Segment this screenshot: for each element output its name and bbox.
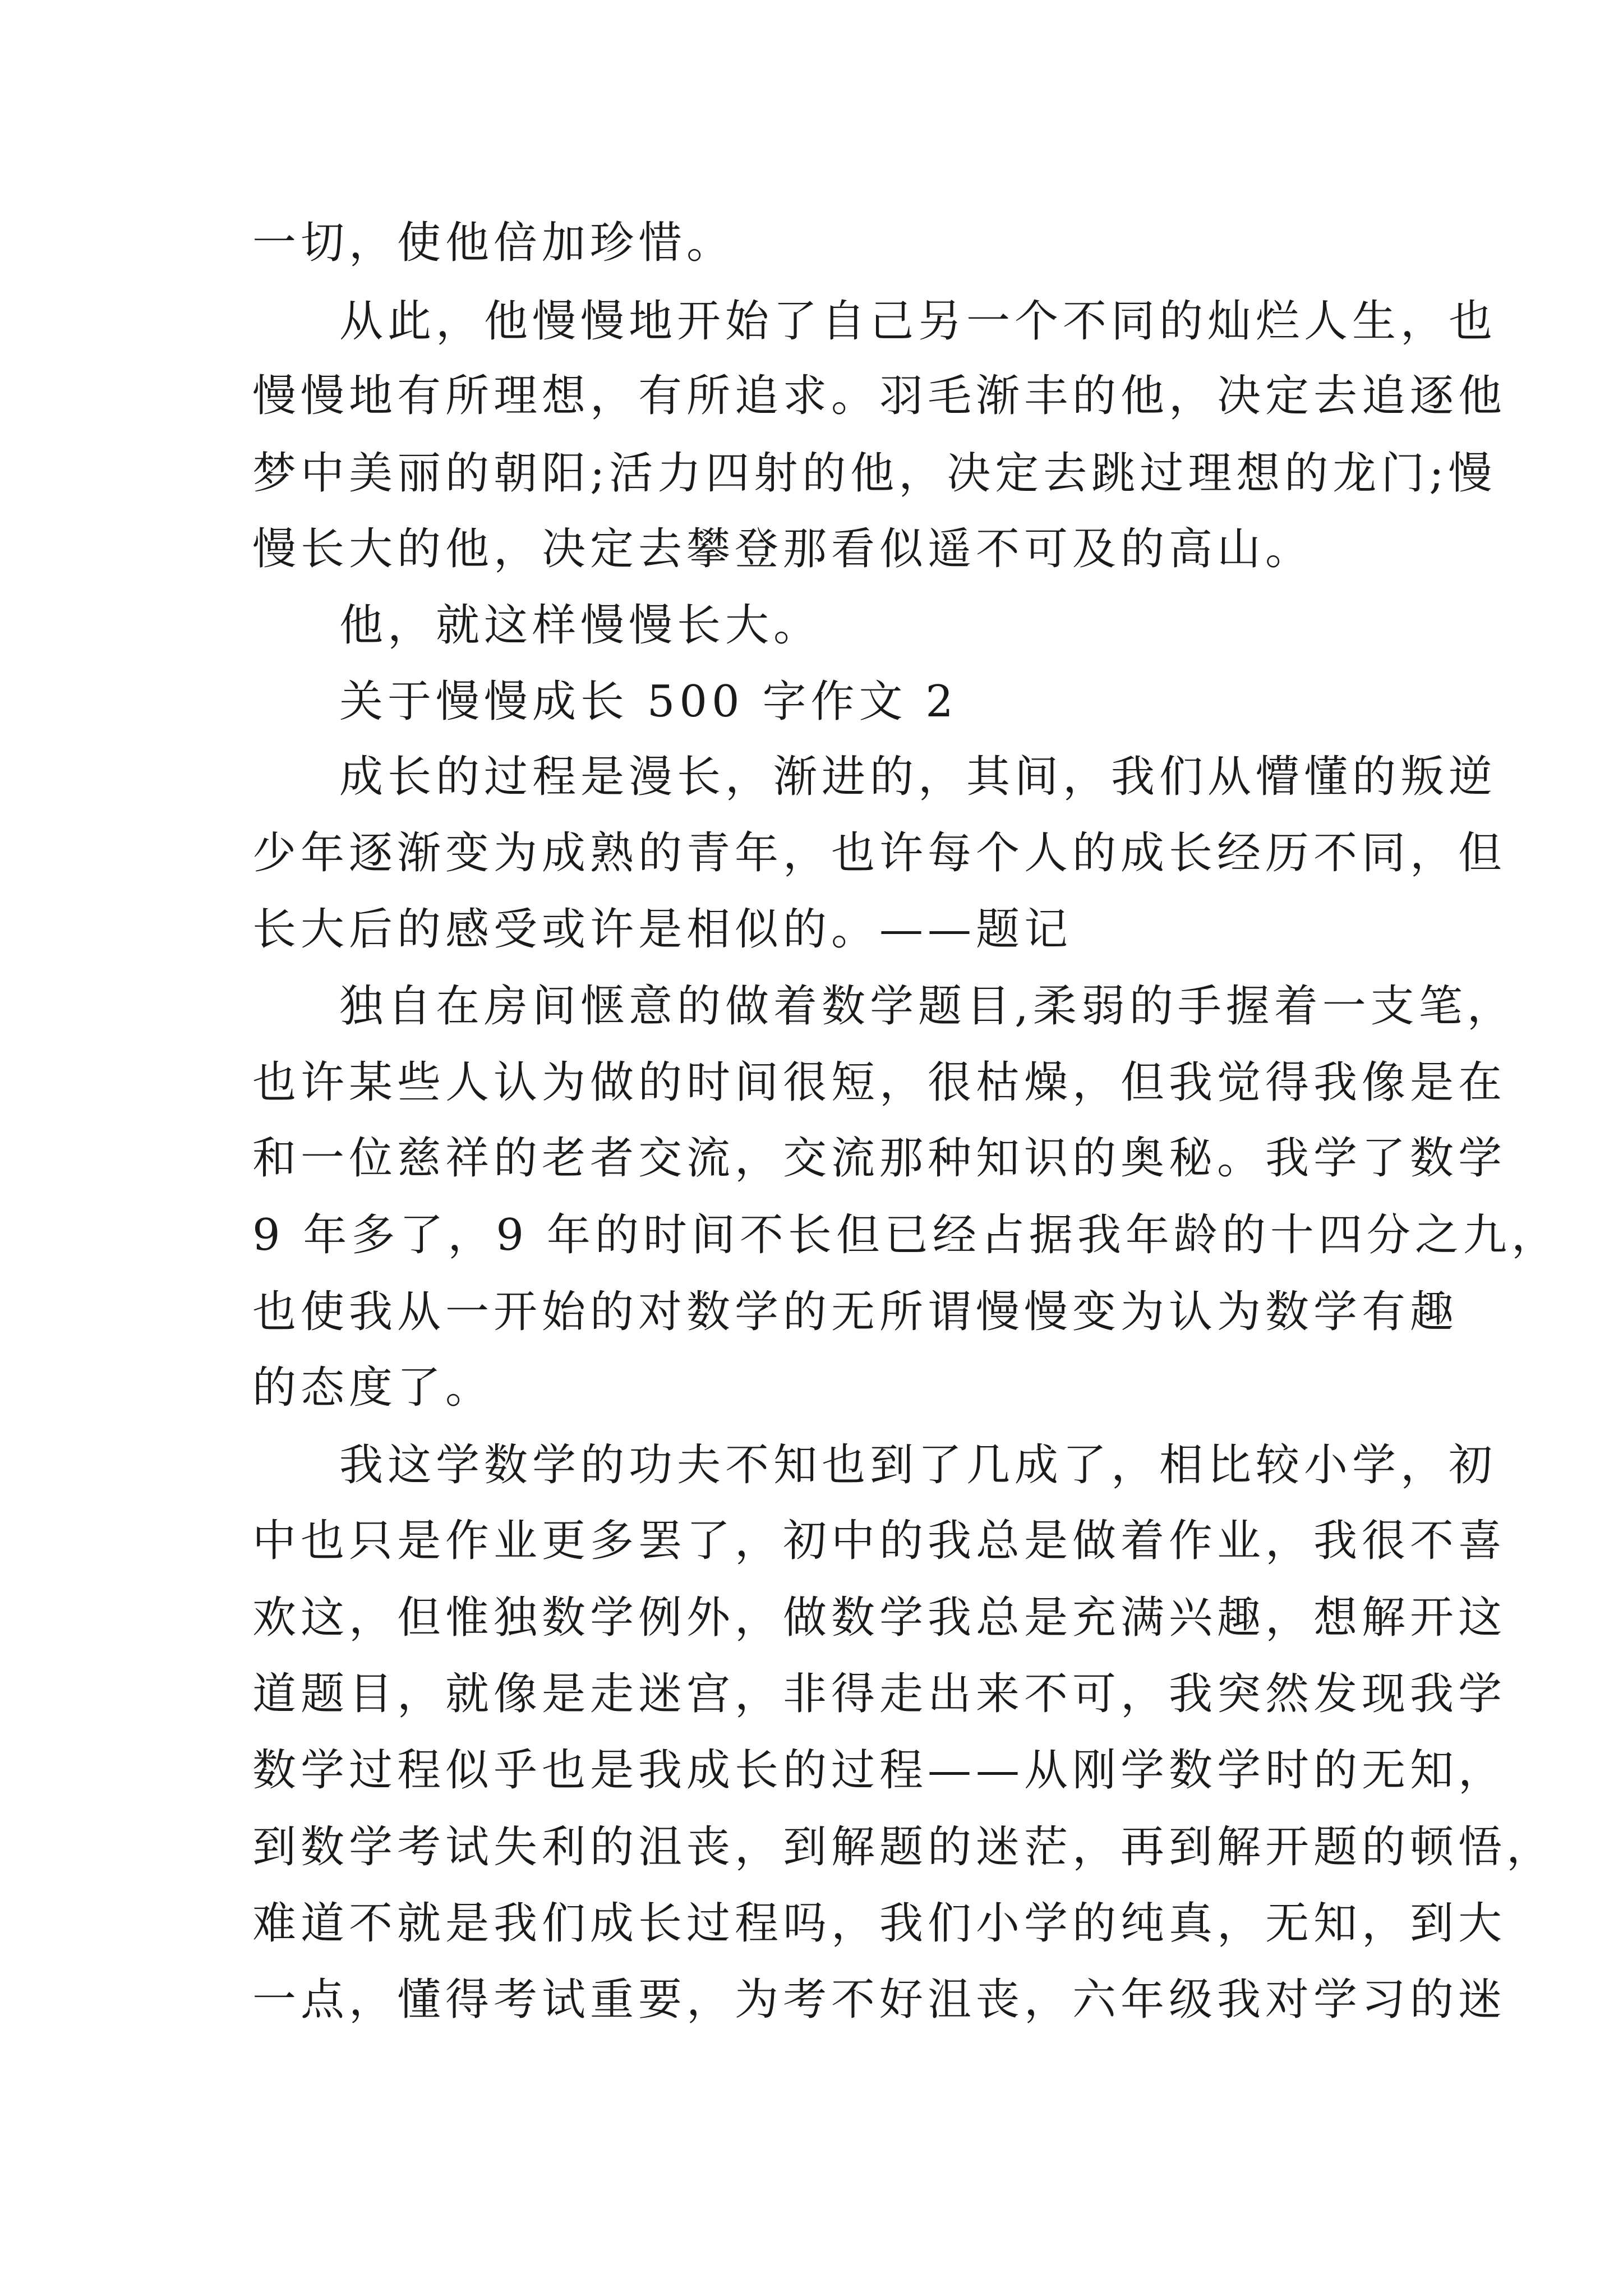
text-line: 长大后的感受或许是相似的。——题记 — [252, 904, 1073, 955]
text-line: 一点，懂得考试重要，为考不好沮丧，六年级我对学习的迷 — [252, 1975, 1507, 2025]
text-line: 慢慢地有所理想，有所追求。羽毛渐丰的他，决定去追逐他 — [252, 371, 1507, 421]
text-line: 少年逐渐变为成熟的青年，也许每个人的成长经历不同，但 — [252, 828, 1507, 878]
text-line: 欢这，但惟独数学例外，做数学我总是充满兴趣，想解开这 — [252, 1593, 1507, 1643]
text-line: 也许某些人认为做的时间很短，很枯燥，但我觉得我像是在 — [252, 1057, 1507, 1108]
text-line: 难道不就是我们成长过程吗，我们小学的纯真，无知，到大 — [252, 1898, 1507, 1949]
text-line: 我这学数学的功夫不知也到了几成了，相比较小学，初 — [339, 1440, 1497, 1490]
text-line: 道题目，就像是走迷宫，非得走出来不可，我突然发现我学 — [252, 1669, 1507, 1719]
text-line: 一切，使他倍加珍惜。 — [252, 218, 735, 268]
text-line: 他，就这样慢慢长大。 — [339, 600, 822, 651]
text-line: 从此，他慢慢地开始了自己另一个不同的灿烂人生，也 — [339, 296, 1497, 347]
text-line: 中也只是作业更多罢了，初中的我总是做着作业，我很不喜 — [252, 1516, 1507, 1566]
text-line: 梦中美丽的朝阳;活力四射的他，决定去跳过理想的龙门;慢 — [252, 448, 1497, 499]
text-line: 独自在房间惬意的做着数学题目,柔弱的手握着一支笔， — [339, 981, 1515, 1032]
text-line: 到数学考试失利的沮丧，到解题的迷茫，再到解开题的顿悟， — [252, 1822, 1555, 1872]
text-line: 9 年多了，9 年的时间不长但已经占据我年龄的十四分之九， — [252, 1210, 1560, 1260]
text-line: 也使我从一开始的对数学的无所谓慢慢变为认为数学有趣 — [252, 1287, 1459, 1337]
text-line: 慢长大的他，决定去攀登那看似遥不可及的高山。 — [252, 524, 1314, 574]
text-line: 成长的过程是漫长，渐进的，其间，我们从懵懂的叛逆 — [339, 752, 1497, 802]
text-line: 数学过程似乎也是我成长的过程——从刚学数学时的无知， — [252, 1745, 1507, 1796]
essay-heading: 关于慢慢成长 500 字作文 2 — [339, 677, 958, 727]
text-line: 和一位慈祥的老者交流，交流那种知识的奥秘。我学了数学 — [252, 1133, 1507, 1184]
text-line: 的态度了。 — [252, 1363, 494, 1413]
